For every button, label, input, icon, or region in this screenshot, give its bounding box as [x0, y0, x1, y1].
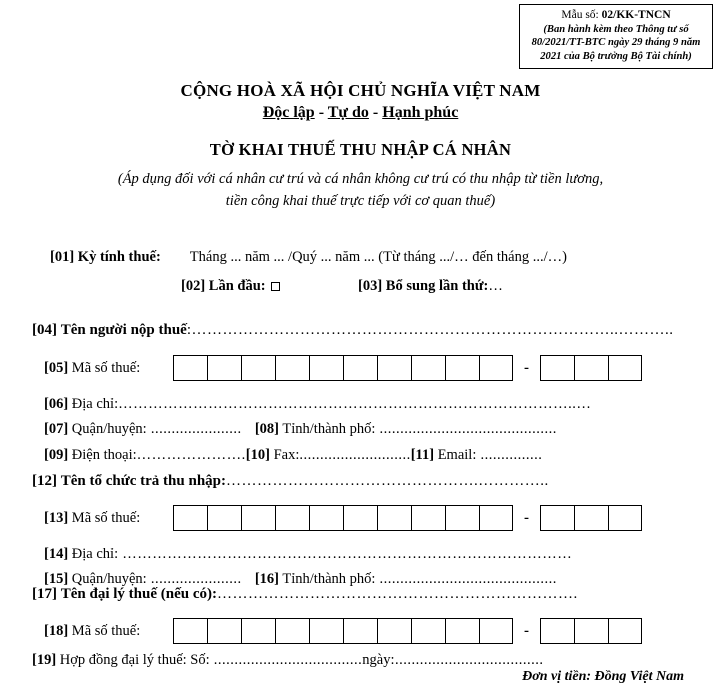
- field-label-19-date: ngày: [362, 652, 391, 668]
- field-row-13: [44, 511, 140, 526]
- field-fill-04[interactable]: :………………………………………………………………………..………..: [186, 322, 674, 338]
- tax-code-main-cells-05[interactable]: [173, 355, 513, 381]
- motto-happiness: Hạnh phúc: [382, 104, 459, 121]
- form-code-issue-line-3: 2021 của Bộ trưởng Bộ Tài chính): [540, 50, 692, 62]
- field-label-06: Địa chỉ:: [71, 396, 119, 412]
- field-row-09: [44, 448, 542, 463]
- field-row-02: [181, 279, 280, 294]
- field-fill-15[interactable]: ......................: [146, 571, 242, 587]
- motto-separator-1: -: [314, 104, 328, 121]
- field-label-14: Địa chỉ:: [71, 546, 119, 562]
- tax-code-cell[interactable]: [241, 505, 275, 531]
- tax-code-cell[interactable]: [574, 355, 608, 381]
- tax-code-cell[interactable]: [343, 618, 377, 644]
- field-label-05: Mã số thuế:: [71, 360, 141, 376]
- field-row-07: [44, 422, 557, 437]
- field-tag-14: [14]: [44, 546, 69, 562]
- field-tag-02: [02]: [181, 278, 206, 294]
- tax-code-main-cells-18[interactable]: [173, 618, 513, 644]
- tax-code-grid-18[interactable]: [173, 618, 642, 644]
- tax-code-cell[interactable]: [479, 355, 513, 381]
- tax-code-cell[interactable]: [540, 505, 574, 531]
- field-tag-18: [18]: [44, 623, 69, 639]
- field-label-02: Lần đầu:: [208, 278, 266, 294]
- field-value-03[interactable]: …: [488, 278, 503, 294]
- tax-code-cell[interactable]: [343, 355, 377, 381]
- tax-code-cell[interactable]: [608, 505, 642, 531]
- tax-code-cell[interactable]: [411, 505, 445, 531]
- field-row-04: [32, 323, 674, 338]
- field-label-13: Mã số thuế:: [71, 510, 141, 526]
- field-fill-19-number[interactable]: ....................................: [209, 652, 363, 668]
- tax-code-cell[interactable]: [377, 355, 411, 381]
- tax-code-cell[interactable]: [445, 618, 479, 644]
- field-label-01: Kỳ tính thuế:: [77, 249, 161, 265]
- tax-code-cell[interactable]: [479, 505, 513, 531]
- field-fill-17[interactable]: …………………………………………………………….: [217, 586, 578, 602]
- tax-code-cell[interactable]: [309, 505, 343, 531]
- field-row-05: [44, 361, 140, 376]
- tax-code-cell[interactable]: [479, 618, 513, 644]
- form-code-line: [524, 8, 708, 23]
- tax-code-separator-13: -: [524, 509, 529, 526]
- field-tag-01: [01]: [50, 249, 75, 265]
- tax-code-suffix-cells-18[interactable]: [540, 618, 642, 644]
- form-code-issue-line-2: 80/2021/TT-BTC ngày 29 tháng 9 năm: [531, 37, 701, 49]
- form-code-issue-line-1: (Ban hành kèm theo Thông tư số: [543, 23, 689, 35]
- page-subtitle-line-2: tiền công khai thuế trực tiếp với cơ quan thuế): [225, 193, 496, 210]
- tax-code-cell[interactable]: [309, 355, 343, 381]
- field-fill-11[interactable]: ...............: [476, 447, 543, 463]
- field-fill-10[interactable]: ...........................: [299, 447, 411, 463]
- page-subtitle: [55, 168, 666, 213]
- tax-code-cell[interactable]: [608, 355, 642, 381]
- field-tag-11: [11]: [410, 447, 435, 463]
- field-label-10: Fax:: [273, 447, 300, 463]
- field-tag-03: [03]: [358, 278, 383, 294]
- tax-code-cell[interactable]: [241, 618, 275, 644]
- field-tag-10: [10]: [245, 447, 270, 463]
- field-label-15: Quận/huyện:: [71, 571, 147, 587]
- national-motto: [0, 104, 721, 122]
- field-fill-19-date[interactable]: :....................................: [390, 652, 544, 668]
- field-fill-07[interactable]: ......................: [146, 421, 242, 437]
- field-label-03: Bổ sung lần thứ:: [385, 278, 489, 294]
- field-fill-08[interactable]: ...........................................: [375, 421, 557, 437]
- tax-code-grid-13[interactable]: [173, 505, 642, 531]
- tax-code-cell[interactable]: [275, 618, 309, 644]
- tax-code-cell[interactable]: [411, 618, 445, 644]
- field-label-09: Điện thoại:: [71, 447, 137, 463]
- field-label-18: Mã số thuế:: [71, 623, 141, 639]
- tax-code-cell[interactable]: [173, 618, 207, 644]
- field-row-03: [358, 279, 503, 294]
- tax-code-cell[interactable]: [445, 505, 479, 531]
- first-time-checkbox[interactable]: [271, 282, 280, 291]
- tax-code-cell[interactable]: [275, 505, 309, 531]
- field-row-15: [44, 572, 557, 587]
- motto-independence: Độc lập: [262, 104, 315, 121]
- tax-code-cell[interactable]: [207, 618, 241, 644]
- tax-code-main-cells-13[interactable]: [173, 505, 513, 531]
- tax-code-cell[interactable]: [207, 505, 241, 531]
- tax-code-cell[interactable]: [275, 355, 309, 381]
- field-tag-05: [05]: [44, 360, 69, 376]
- tax-code-cell[interactable]: [608, 618, 642, 644]
- field-fill-12[interactable]: ………………………………………….…………..: [226, 473, 549, 489]
- field-tag-15: [15]: [44, 571, 69, 587]
- field-row-18: [44, 624, 140, 639]
- tax-code-separator-05: -: [524, 359, 529, 376]
- field-tag-12: [12]: [32, 473, 57, 489]
- tax-code-cell[interactable]: [377, 618, 411, 644]
- field-tag-04: [04]: [32, 322, 57, 338]
- tax-code-cell[interactable]: [377, 505, 411, 531]
- tax-code-suffix-cells-05[interactable]: [540, 355, 642, 381]
- field-tag-06: [06]: [44, 396, 69, 412]
- tax-code-cell[interactable]: [411, 355, 445, 381]
- currency-unit-note: Đơn vị tiền: Đồng Việt Nam: [522, 669, 684, 684]
- field-fill-06[interactable]: ………………………………………………………………………………..…: [118, 396, 592, 412]
- field-label-07: Quận/huyện:: [71, 421, 147, 437]
- field-label-11: Email:: [437, 447, 477, 463]
- field-tag-08: [08]: [254, 421, 279, 437]
- tax-code-cell[interactable]: [540, 355, 574, 381]
- tax-code-separator-18: -: [524, 622, 529, 639]
- tax-code-grid-05[interactable]: [173, 355, 642, 381]
- page-title: TỜ KHAI THUẾ THU NHẬP CÁ NHÂN: [209, 140, 512, 159]
- tax-code-cell[interactable]: [241, 355, 275, 381]
- field-label-19: Hợp đồng đại lý thuế: Số:: [59, 652, 210, 668]
- field-label-17: Tên đại lý thuế (nếu có):: [60, 586, 218, 602]
- field-tag-13: [13]: [44, 510, 69, 526]
- field-row-17: [32, 587, 578, 602]
- field-fill-16[interactable]: ...........................................: [375, 571, 557, 587]
- form-code-value: 02/KK-TNCN: [601, 9, 671, 21]
- motto-freedom: Tự do: [327, 104, 369, 121]
- field-tag-09: [09]: [44, 447, 69, 463]
- field-label-16: Tỉnh/thành phố:: [282, 571, 376, 587]
- field-tag-07: [07]: [44, 421, 69, 437]
- field-label-04: Tên người nộp thuế: [60, 322, 187, 338]
- page-subtitle-line-1: (Áp dụng đối với cá nhân cư trú và cá nhân không cư trú có thu nhập từ tiền lương,: [117, 171, 604, 187]
- tax-code-cell[interactable]: [309, 618, 343, 644]
- field-fill-09[interactable]: ………………….: [136, 447, 246, 463]
- tax-code-cell[interactable]: [574, 618, 608, 644]
- field-tag-19: [19]: [32, 652, 57, 668]
- form-code-label: Mẫu số:: [561, 9, 599, 21]
- field-row-19: [32, 653, 543, 668]
- tax-code-suffix-cells-13[interactable]: [540, 505, 642, 531]
- tax-code-cell[interactable]: [574, 505, 608, 531]
- form-code-box: [519, 4, 713, 69]
- tax-code-cell[interactable]: [173, 505, 207, 531]
- tax-code-cell[interactable]: [343, 505, 377, 531]
- tax-code-cell[interactable]: [173, 355, 207, 381]
- national-title: CỘNG HOÀ XÃ HỘI CHỦ NGHĨA VIỆT NAM: [180, 81, 541, 100]
- tax-code-cell[interactable]: [445, 355, 479, 381]
- tax-code-cell[interactable]: [207, 355, 241, 381]
- field-row-14: [44, 547, 572, 562]
- field-tag-17: [17]: [32, 586, 57, 602]
- field-row-06: [44, 397, 591, 412]
- field-row-01: [50, 250, 567, 265]
- field-fill-14[interactable]: ………………………………………………………………………………: [118, 546, 573, 562]
- field-label-08: Tỉnh/thành phố:: [282, 421, 376, 437]
- field-row-12: [32, 474, 549, 489]
- field-value-01[interactable]: Tháng ... năm ... /Quý ... năm ... (Từ tháng .../… đến tháng .../…): [189, 249, 567, 265]
- tax-code-cell[interactable]: [540, 618, 574, 644]
- motto-separator-2: -: [368, 104, 383, 121]
- field-label-12: Tên tổ chức trả thu nhập:: [60, 473, 227, 489]
- field-tag-16: [16]: [254, 571, 279, 587]
